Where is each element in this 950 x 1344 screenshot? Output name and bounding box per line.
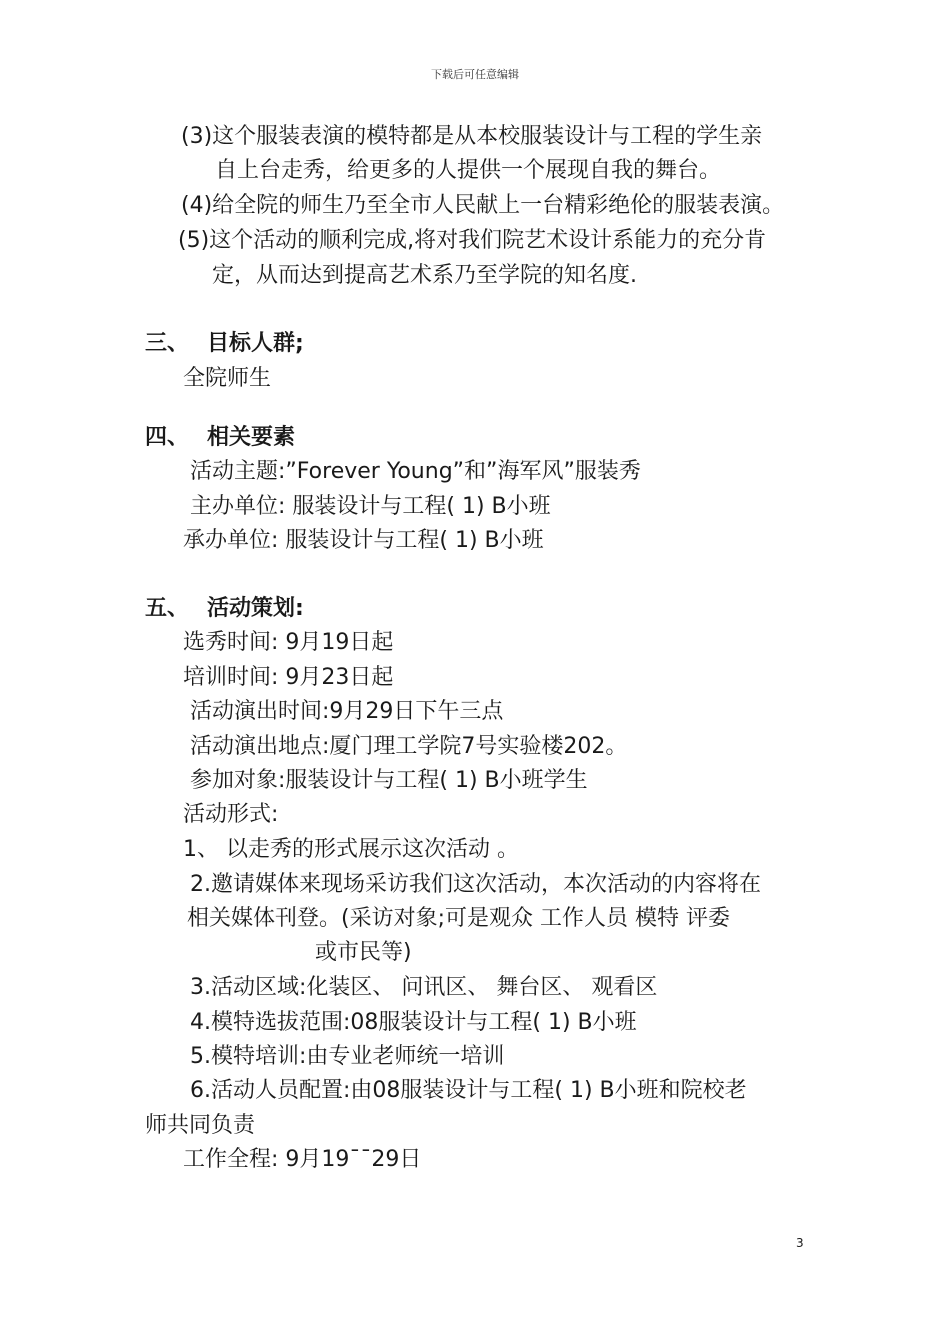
form-item-5: 5.模特培训:由专业老师统一培训: [190, 1044, 505, 1069]
form-item-3: 3.活动区域:化装区、 问讯区、 舞台区、 观看区: [190, 975, 658, 1000]
activity-form-label: 活动形式:: [183, 802, 279, 827]
section-number: 三、: [145, 331, 190, 356]
item-3-continuation: 自上台走秀，给更多的人提供一个展现自我的舞台。: [215, 158, 722, 183]
section-title: 活动策划:: [207, 596, 304, 621]
participants: 参加对象:服装设计与工程( 1) B小班学生: [190, 768, 588, 793]
form-item-4: 4.模特选拔范围:08服装设计与工程( 1) B小班: [190, 1010, 637, 1035]
section-title: 相关要素: [207, 425, 296, 450]
undertaker: 承办单位: 服装设计与工程( 1) B小班: [183, 528, 544, 553]
section-3-heading: [145, 329, 304, 359]
show-time: 活动演出时间:9月29日下午三点: [190, 699, 504, 724]
item-number: (5): [178, 228, 210, 253]
item-number: (4): [181, 193, 213, 218]
page-header: 下载后可任意编辑: [431, 68, 519, 81]
item-5-continuation: 定，从而达到提高艺术系乃至学院的知名度.: [212, 263, 637, 288]
section-number: 五、: [145, 596, 190, 621]
item-5: [178, 226, 766, 256]
section-number: 四、: [145, 425, 190, 450]
item-3: [181, 122, 762, 152]
training-time: 培训时间: 9月23日起: [183, 665, 394, 690]
work-schedule: 工作全程: 9月19¯¯29日: [183, 1147, 422, 1172]
activity-theme: 活动主题:”Forever Young”和”海军风”服装秀: [190, 459, 641, 484]
item-4: [181, 191, 784, 221]
item-text: 给全院的师生乃至全市人民献上一台精彩绝伦的服装表演。: [212, 193, 785, 218]
section-title: 目标人群;: [207, 331, 304, 356]
form-item-6-continuation: 师共同负责: [145, 1113, 256, 1138]
form-item-2-continuation: 相关媒体刊登。(采访对象;可是观众 工作人员 模特 评委: [187, 906, 730, 931]
organizer: 主办单位: 服装设计与工程( 1) B小班: [190, 494, 551, 519]
section-4-heading: [145, 423, 295, 453]
form-item-6: 6.活动人员配置:由08服装设计与工程( 1) B小班和院校老: [190, 1078, 747, 1103]
form-item-2: 2.邀请媒体来现场采访我们这次活动，本次活动的内容将在: [190, 872, 761, 897]
item-number: (3): [181, 124, 213, 149]
show-venue: 活动演出地点:厦门理工学院7号实验楼202。: [190, 734, 628, 759]
form-item-1: 1、 以走秀的形式展示这次活动 。: [183, 837, 519, 862]
page-number: 3: [796, 1236, 804, 1250]
item-text: 这个活动的顺利完成,将对我们院艺术设计系能力的充分肯: [209, 228, 767, 253]
audition-time: 选秀时间: 9月19日起: [183, 630, 394, 655]
form-item-2-continuation: 或市民等): [315, 940, 412, 965]
target-audience: 全院师生: [183, 366, 272, 391]
item-text: 这个服装表演的模特都是从本校服装设计与工程的学生亲: [212, 124, 763, 149]
section-5-heading: [145, 594, 304, 624]
